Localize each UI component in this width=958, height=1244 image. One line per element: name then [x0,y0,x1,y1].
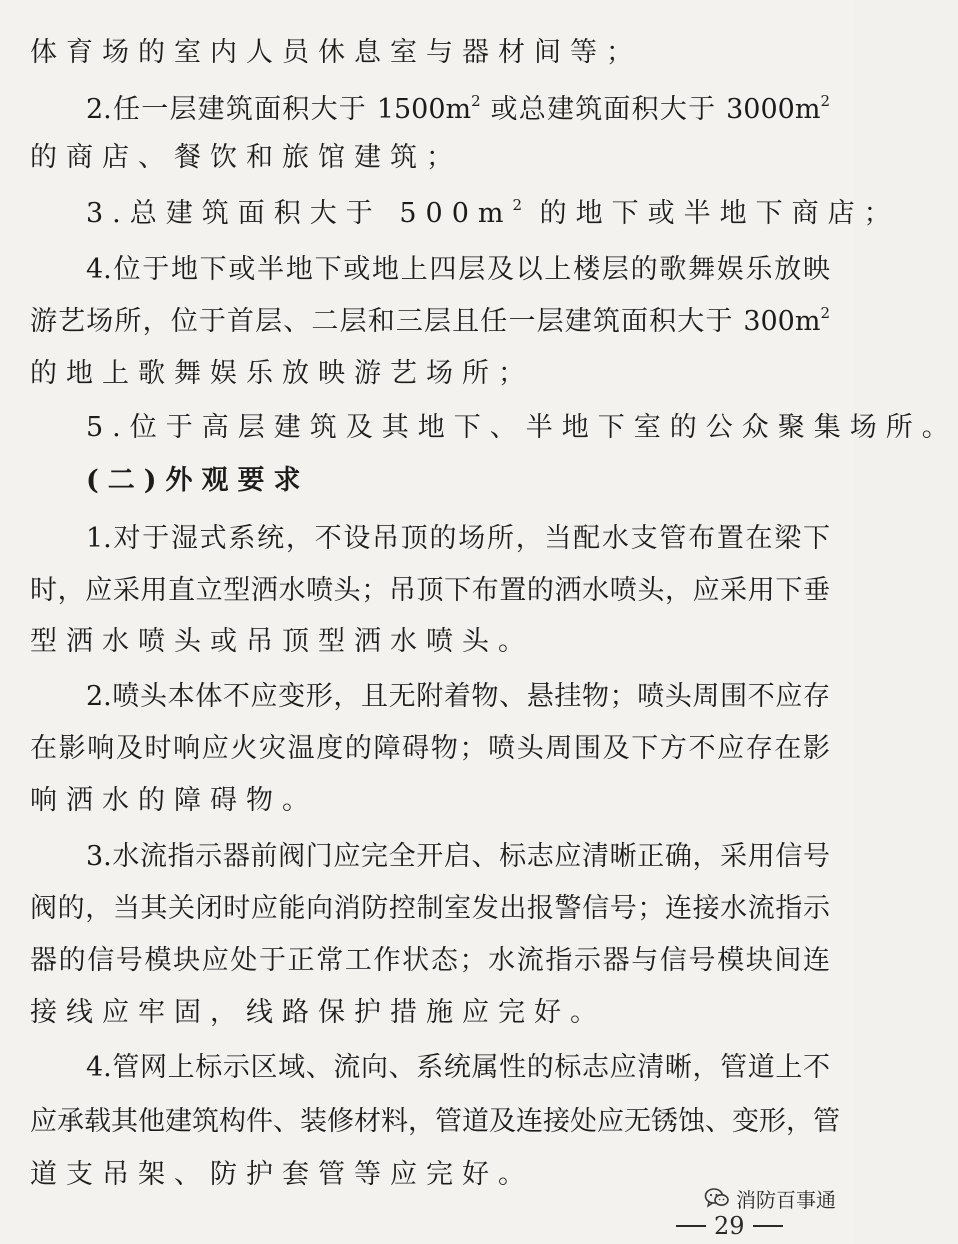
text-line: 接线应牢固，线路保护措施应完好。 [30,997,606,1028]
text-line: 的地上歌舞娱乐放映游艺场所； [30,358,534,389]
section-heading: (二)外观要求 [86,465,310,496]
text-line: 4.管网上标示区域、流向、系统属性的标志应清晰，管道上不 [86,1052,830,1083]
text-line: 阀的，当其关闭时应能向消防控制室发出报警信号；连接水流指示 [30,893,830,924]
wechat-watermark [704,1186,836,1210]
text-line: 1.对于湿式系统，不设吊顶的场所，当配水支管布置在梁下 [86,523,830,554]
text-line: 3.水流指示器前阀门应完全开启、标志应清晰正确，采用信号 [86,841,830,872]
text-line: 的商店、餐饮和旅馆建筑； [30,142,462,173]
text-line: 4.位于地下或半地下或地上四层及以上楼层的歌舞娱乐放映 [86,254,830,285]
wechat-icon [704,1187,730,1209]
text-line: 在影响及时响应火灾温度的障碍物；喷头周围及下方不应存在影 [30,733,830,764]
text-line: 响洒水的障碍物。 [30,785,318,816]
text-line: 器的信号模块应处于正常工作状态；水流指示器与信号模块间连 [30,945,830,976]
text-line: 时，应采用直立型洒水喷头；吊顶下布置的洒水喷头，应采用下垂 [30,575,830,606]
page-number-value: 29 [714,1212,745,1240]
text-line: 2.任一层建筑面积大于 $1500m^2$ 或总建筑面积大于 $3000m^2$ [86,92,830,125]
text-line: 5.位于高层建筑及其地下、半地下室的公众聚集场所。 [86,412,958,443]
text-line: 游艺场所，位于首层、二层和三层且任一层建筑面积大于 $300m^2$ [30,304,830,337]
text-line: 体育场的室内人员休息室与器材间等； [30,37,642,68]
text-line: 3.总建筑面积大于 $500m^2$ 的地下或半地下商店； [86,196,900,229]
page-number [676,1211,783,1241]
page-number-dash [753,1225,783,1227]
text-line: 道支吊架、防护套管等应完好。 [30,1159,534,1190]
text-line: 2.喷头本体不应变形，且无附着物、悬挂物；喷头周围不应存 [86,681,830,712]
text-line: 应承载其他建筑构件、装修材料，管道及连接处应无锈蚀、变形，管 [30,1106,840,1137]
page-number-dash [676,1225,706,1227]
watermark-text: 消防百事通 [736,1187,836,1212]
text-line: 型洒水喷头或吊顶型洒水喷头。 [30,626,534,657]
